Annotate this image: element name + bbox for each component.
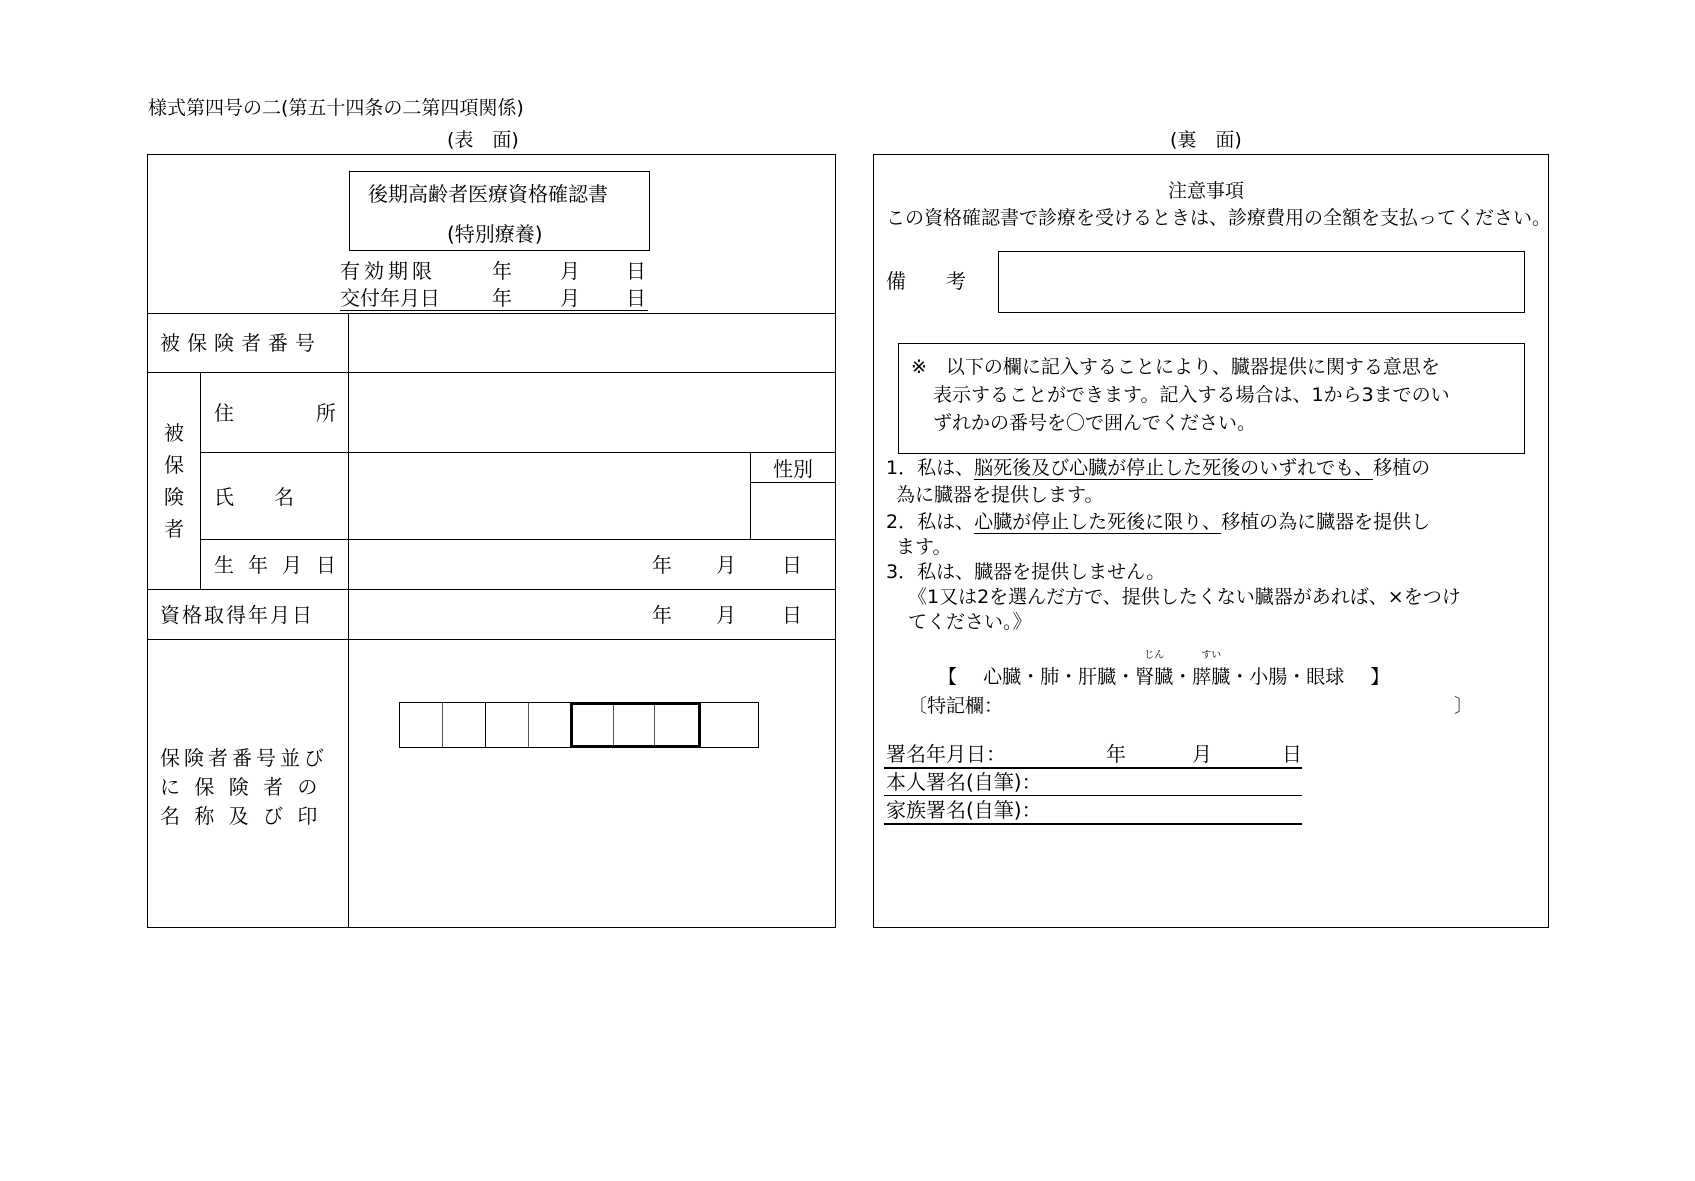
option-1-underlined: 脳死後及び心臓が停止した死後のいずれでも、	[974, 457, 1374, 479]
notice-text: この資格確認書で診療を受けるときは、診療費用の全額を支払ってください。	[886, 207, 1552, 229]
card-subtitle: (特別療養)	[447, 222, 543, 246]
birth-month: 月	[716, 553, 736, 577]
insurer-label	[160, 744, 328, 831]
option-1-prefix: 1．私は、	[886, 457, 975, 479]
back-side-label: (裏 面)	[1170, 129, 1242, 151]
rule-address-bottom	[200, 452, 835, 453]
option-2-prefix: 2．私は、	[886, 511, 975, 533]
insured-group-label	[148, 372, 200, 589]
organ-separator: ・	[1173, 666, 1193, 688]
digit-divider	[442, 703, 443, 747]
organ-notice-line-3: ずれかの番号を〇で囲んでください。	[933, 412, 1257, 434]
digit-divider	[528, 703, 529, 747]
organ-separator: ・	[1230, 666, 1250, 688]
insurer-number-highlight	[570, 702, 701, 748]
birth-date-label: 生年月日	[214, 553, 350, 577]
insurer-label-line-1: 保険者番号並び	[160, 746, 328, 770]
rule-group-column	[200, 372, 201, 589]
self-signature-label: 本人署名(自筆)：	[886, 770, 1042, 794]
insured-char-4: 者	[164, 516, 184, 541]
rule-eligibility-bottom	[148, 639, 835, 640]
birth-day: 日	[782, 553, 802, 577]
rule-birth-bottom	[148, 589, 835, 590]
sign-date-label: 署名年月日：	[886, 742, 1006, 766]
birth-year: 年	[652, 553, 672, 577]
insured-char-2: 保	[164, 452, 184, 477]
issue-day: 日	[626, 286, 646, 310]
eligibility-date-label: 資格取得年月日	[160, 603, 314, 627]
organ-liver: 肝臓	[1078, 666, 1117, 688]
organ-separator: ・	[1059, 666, 1079, 688]
organ-list-open: 【	[938, 666, 958, 688]
option-2-underlined: 心臓が停止した死後に限り、	[974, 511, 1222, 533]
organ-heart: 心臓	[983, 666, 1022, 688]
organ-pancreas: 膵臓	[1192, 666, 1231, 688]
insurer-number-boxes	[399, 702, 759, 748]
organ-notice-box	[898, 343, 1525, 454]
rule-header-bottom	[148, 313, 835, 314]
front-card	[147, 154, 836, 928]
gender-label: 性別	[773, 457, 813, 481]
rule-label-column	[348, 313, 349, 928]
option-1-suffix: 移植の	[1373, 457, 1431, 479]
organ-lung: 肺	[1040, 666, 1060, 688]
option-1-line-2: 為に臓器を提供します。	[896, 484, 1104, 506]
address-label: 住 所	[214, 401, 336, 425]
validity-year: 年	[492, 259, 512, 283]
sign-date-underline	[884, 767, 1302, 769]
option-note-line-1: 《1又は2を選んだ方で、提供したくない臓器があれば、×をつけ	[908, 586, 1461, 608]
organ-separator: ・	[1021, 666, 1041, 688]
eligibility-day: 日	[782, 603, 802, 627]
insurer-label-line-3: 名 称 及 び 印	[160, 804, 322, 828]
option-2-suffix: 移植の為に臓器を提供し	[1221, 511, 1431, 533]
organ-separator: ・	[1116, 666, 1136, 688]
eligibility-year: 年	[652, 603, 672, 627]
issue-date-label: 交付年月日	[340, 286, 440, 310]
insured-char-1: 被	[164, 420, 184, 445]
digit-divider	[485, 703, 486, 747]
organ-eye: 眼球	[1306, 666, 1345, 688]
organ-pancreas-wrap	[1192, 650, 1231, 689]
pancreas-ruby: すい	[1201, 650, 1222, 661]
rule-gender-column	[750, 452, 751, 539]
remarks-label: 備 考	[886, 269, 966, 293]
organ-list-close: 】	[1370, 666, 1390, 688]
title-box	[349, 171, 650, 251]
organ-kidney-wrap	[1135, 650, 1174, 689]
insured-char-3: 険	[164, 484, 184, 509]
insurer-label-line-2: に 保 険 者 の	[160, 775, 322, 799]
sign-month: 月	[1192, 742, 1212, 766]
validity-label: 有効期限	[340, 259, 436, 283]
option-2-line-2: ます。	[896, 536, 952, 558]
organ-kidney: 腎臓	[1135, 666, 1174, 688]
organ-notice-line-2: 表示することができます。記入する場合は、1から3までのい	[933, 384, 1450, 406]
issue-year: 年	[492, 286, 512, 310]
remarks-box	[998, 251, 1525, 313]
organ-notice-line-1: ※ 以下の欄に記入することにより、臓器提供に関する意思を	[911, 356, 1440, 378]
family-signature-label: 家族署名(自筆)：	[886, 798, 1042, 822]
back-card	[873, 154, 1552, 928]
issue-month: 月	[560, 286, 580, 310]
rule-gender-header	[750, 482, 835, 483]
card-title: 後期高齢者医療資格確認書	[368, 182, 608, 206]
sign-year: 年	[1106, 742, 1126, 766]
insured-number-label: 被保険者番号	[160, 331, 322, 355]
option-2	[886, 510, 1430, 534]
special-notes-close: 〕	[1454, 695, 1474, 717]
self-signature-line	[884, 795, 1302, 796]
organ-list	[938, 650, 1390, 689]
option-note-line-2: てください。》	[908, 611, 1032, 633]
validity-month: 月	[560, 259, 580, 283]
form-identifier: 様式第四号の二(第五十四条の二第四項関係)	[148, 97, 524, 119]
organ-separator: ・	[1287, 666, 1307, 688]
option-3: 3．私は、臓器を提供しません。	[886, 561, 1166, 583]
name-label: 氏 名	[214, 485, 294, 509]
option-1	[886, 456, 1430, 480]
sign-day: 日	[1282, 742, 1302, 766]
notice-title: 注意事項	[1168, 180, 1245, 202]
eligibility-month: 月	[716, 603, 736, 627]
issue-date-underline	[340, 310, 648, 311]
kidney-ruby: じん	[1144, 650, 1165, 661]
family-signature-line	[884, 823, 1302, 825]
rule-name-bottom	[200, 539, 835, 540]
front-side-label: (表 面)	[447, 129, 519, 151]
validity-day: 日	[626, 259, 646, 283]
organ-intestine: 小腸	[1249, 666, 1288, 688]
special-notes-open: 〔特記欄：	[908, 695, 1004, 717]
rule-insured-number-bottom	[148, 372, 835, 373]
